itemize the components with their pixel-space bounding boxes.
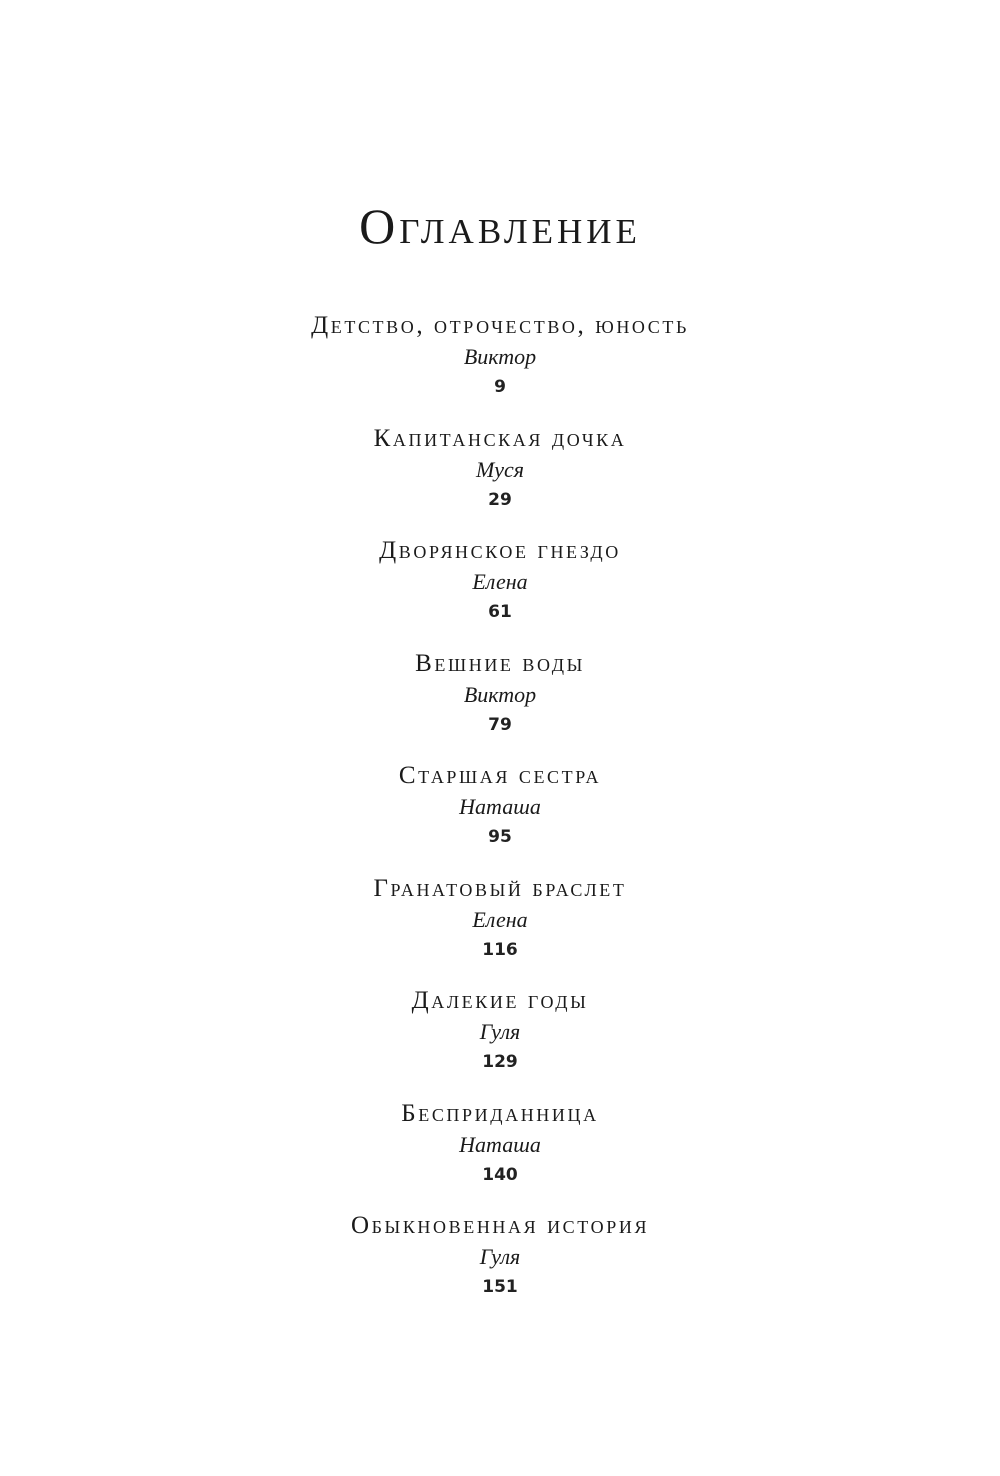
entry-title: Детство, отрочество, юность	[311, 312, 689, 339]
toc-entry	[0, 423, 1000, 536]
entry-title: Старшая сестра	[398, 762, 602, 789]
entry-author: Елена	[472, 569, 528, 594]
toc-entry	[0, 535, 1000, 648]
entry-title: Дворянское гнездо	[379, 537, 621, 564]
toc-entry	[0, 873, 1000, 986]
entry-page-number: 140	[482, 1164, 518, 1185]
entry-author: Наташа	[459, 1131, 541, 1157]
entry-title: Гранатовый браслет	[373, 874, 627, 902]
toc-entry	[0, 310, 1000, 423]
entry-author: Муся	[475, 456, 525, 482]
entry-page-number: 151	[482, 1277, 518, 1297]
toc-entry	[0, 985, 1000, 1098]
entry-page-number: 9	[494, 377, 506, 397]
entry-author: Наташа	[459, 794, 541, 819]
entry-page-number: 95	[488, 827, 512, 847]
entry-page-number: 61	[488, 602, 512, 622]
page-title: Оглавление	[359, 198, 641, 254]
toc-entry	[0, 1098, 1000, 1211]
entry-title: Капитанская дочка	[373, 424, 627, 452]
entry-title: Обыкновенная история	[350, 1212, 650, 1239]
entry-page-number: 129	[482, 1052, 518, 1072]
toc-entry	[0, 760, 1000, 873]
entry-author: Гуля	[479, 1019, 521, 1044]
entry-title: Далекие годы	[411, 987, 589, 1014]
entry-author: Елена	[472, 906, 528, 932]
entry-author: Виктор	[463, 344, 537, 369]
entry-page-number: 79	[488, 714, 512, 735]
entry-title: Бесприданница	[401, 1099, 599, 1127]
toc-entry	[0, 1210, 1000, 1323]
toc-entry	[0, 648, 1000, 761]
entry-page-number: 116	[482, 939, 518, 960]
entry-title: Вешние воды	[415, 649, 585, 677]
entry-page-number: 29	[488, 489, 512, 510]
entry-author: Виктор	[463, 681, 537, 707]
entry-author: Гуля	[479, 1244, 521, 1269]
toc-list	[0, 310, 1000, 1323]
